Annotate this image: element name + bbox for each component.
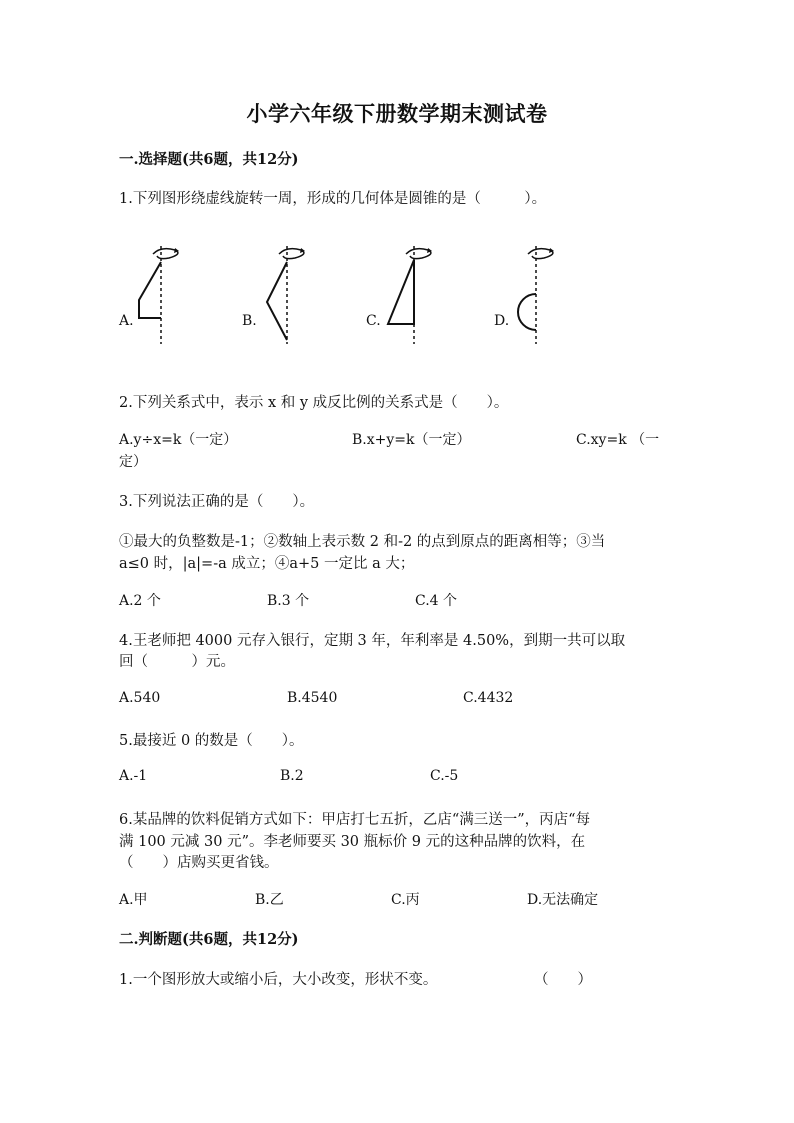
figure-a[interactable] (119, 240, 239, 350)
question-3-statements-line-1: ①最大的负整数是-1；②数轴上表示数 2 和-2 的点到原点的距离相等；③当 (119, 534, 606, 550)
question-6-option-a[interactable]: A.甲 (119, 892, 148, 908)
question-6-option-d[interactable]: D.无法确定 (527, 892, 599, 908)
question-6-line-3: （ ）店购买更省钱。 (119, 855, 279, 871)
figure-a-label: A. (119, 313, 134, 329)
question-2-option-c-wrap: 定） (119, 454, 147, 470)
question-4-option-b[interactable]: B.4540 (287, 690, 338, 706)
question-5-option-a[interactable]: A.-1 (119, 768, 148, 784)
judgement-question-1-answer-blank[interactable]: （ ） (534, 972, 592, 988)
question-4-line-2: 回（ ）元。 (119, 654, 235, 670)
question-6-line-2: 满 100 元减 30 元”。李老师要买 30 瓶标价 9 元的这种品牌的饮料，在 (119, 834, 586, 850)
judgement-question-1-stem: 1.一个图形放大或缩小后，大小改变，形状不变。 (119, 972, 438, 988)
page-title: 小学六年级下册数学期末测试卷 (246, 101, 548, 126)
question-6-option-b[interactable]: B.乙 (255, 892, 284, 908)
triangle-figure-icon (242, 240, 362, 350)
question-2-option-a[interactable]: A.y÷x=k（一定） (119, 432, 238, 448)
question-1-stem: 1.下列图形绕虚线旋转一周，形成的几何体是圆锥的是（ ）。 (119, 191, 547, 207)
question-3-stem: 3.下列说法正确的是（ ）。 (119, 494, 315, 510)
figure-b[interactable] (242, 240, 362, 350)
question-2-stem: 2.下列关系式中，表示 x 和 y 成反比例的关系式是（ ）。 (119, 395, 509, 411)
question-4-line-1: 4.王老师把 4000 元存入银行，定期 3 年，年利率是 4.50%，到期一共可以取 (119, 633, 626, 649)
right-triangle-figure-icon (366, 240, 486, 350)
question-4-option-a[interactable]: A.540 (119, 690, 161, 706)
question-5-option-b[interactable]: B.2 (280, 768, 304, 784)
question-2-option-b[interactable]: B.x+y=k（一定） (352, 432, 471, 448)
figure-b-label: B. (242, 313, 257, 329)
question-3-option-a[interactable]: A.2 个 (119, 593, 161, 609)
question-3-statements-line-2: a≤0 时，|a|=-a 成立；④a+5 一定比 a 大； (119, 556, 415, 572)
trapezoid-figure-icon (119, 240, 239, 350)
question-2-option-c[interactable]: C.xy=k （一 (576, 432, 660, 448)
question-5-option-c[interactable]: C.-5 (430, 768, 459, 784)
question-6-line-1: 6.某品牌的饮料促销方式如下：甲店打七五折，乙店“满三送一”，丙店“每 (119, 812, 591, 828)
section-heading-choice: 一.选择题(共6题，共12分) (119, 151, 299, 168)
figure-c[interactable] (366, 240, 486, 350)
figure-d[interactable] (494, 240, 614, 350)
semicircle-figure-icon (494, 240, 614, 350)
question-3-option-c[interactable]: C.4 个 (415, 593, 458, 609)
question-3-option-b[interactable]: B.3 个 (267, 593, 310, 609)
section-heading-judgement: 二.判断题(共6题，共12分) (119, 931, 299, 948)
figure-c-label: C. (366, 313, 381, 329)
question-4-option-c[interactable]: C.4432 (463, 690, 514, 706)
question-6-option-c[interactable]: C.丙 (391, 892, 420, 908)
question-5-stem: 5.最接近 0 的数是（ ）。 (119, 733, 304, 749)
figure-d-label: D. (494, 313, 510, 329)
